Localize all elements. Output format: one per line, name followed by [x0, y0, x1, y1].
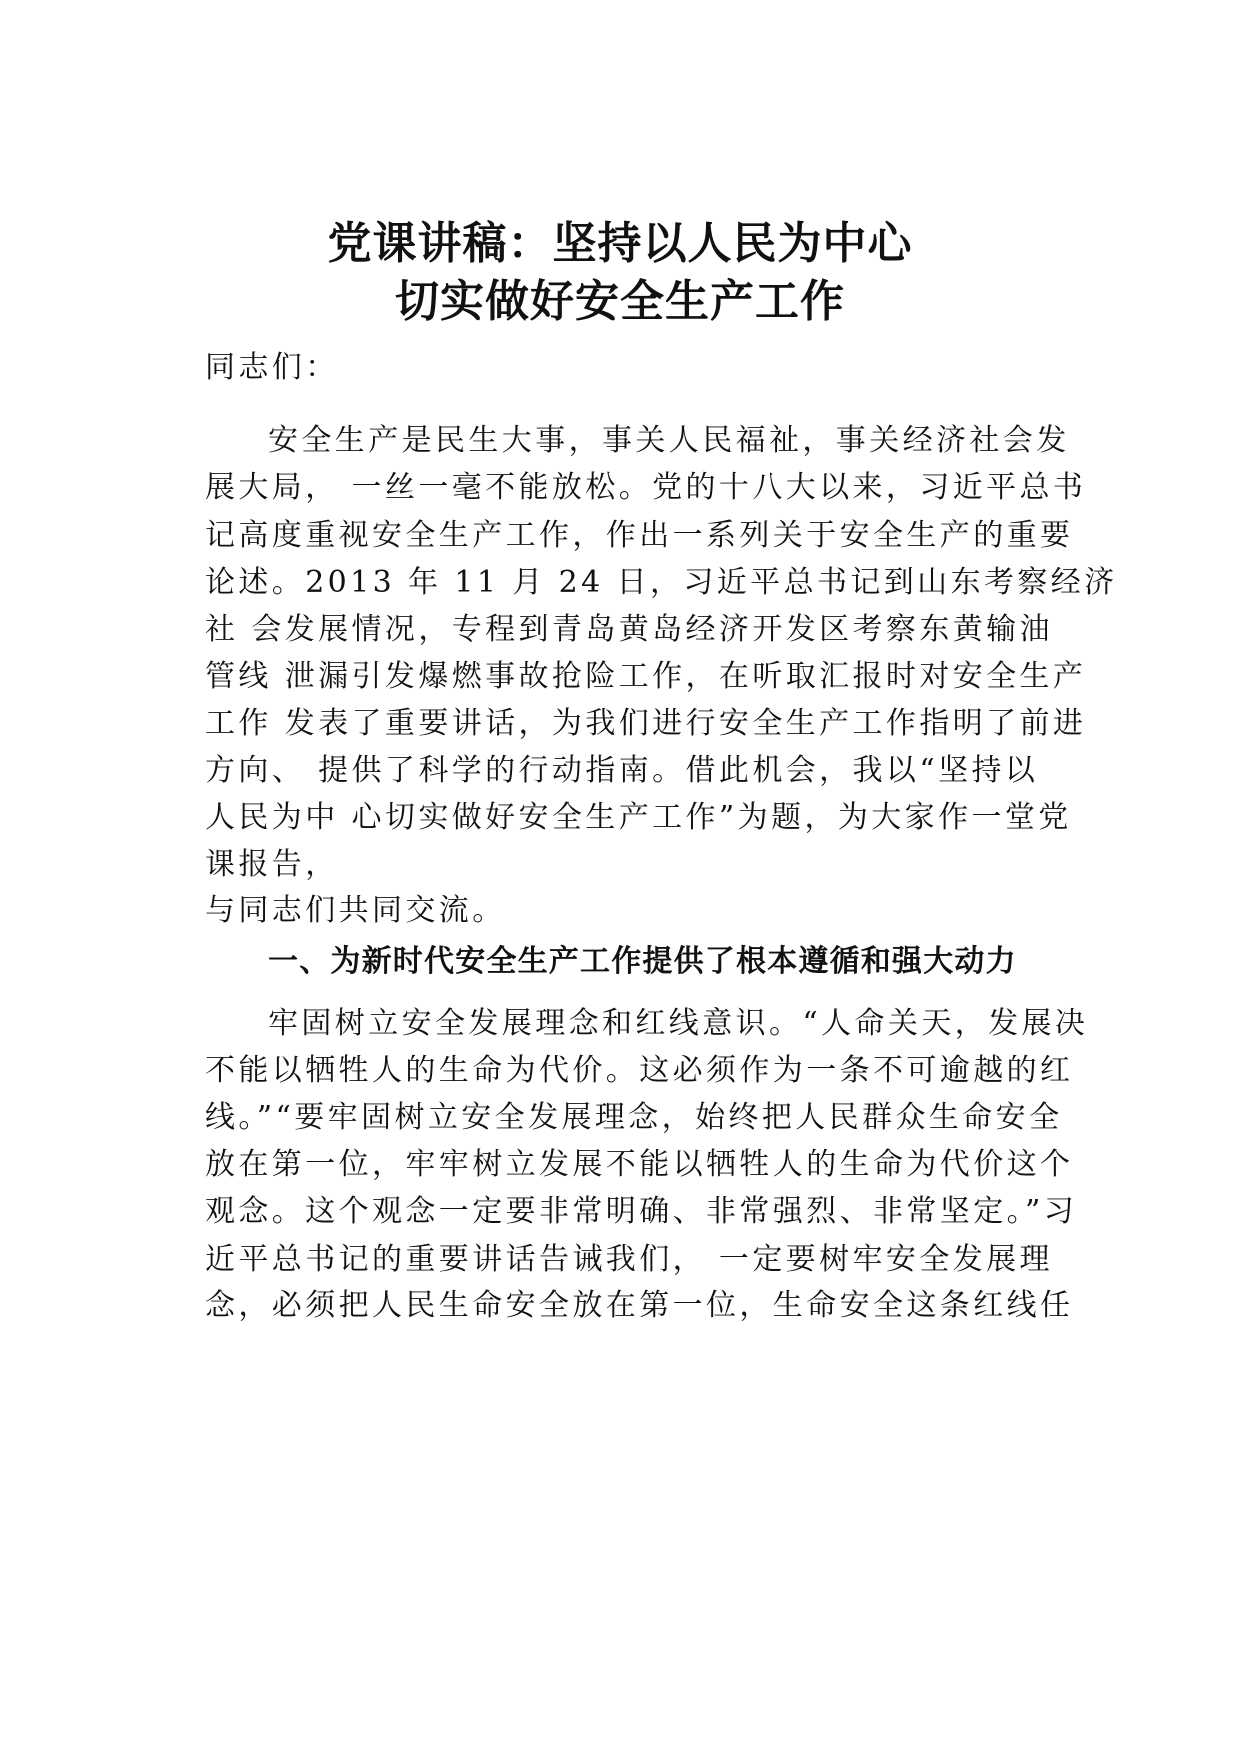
- section-line: 不能以牺牲人的生命为代价。这必须作为一条不可逾越的红: [205, 1053, 1074, 1088]
- section-line: 念，必须把人民生命安全放在第一位，生命安全这条红线任: [205, 1288, 1074, 1323]
- salutation: 同志们：: [205, 350, 339, 385]
- intro-line: 社 会发展情况，专程到青岛黄岛经济开发区考察东黄输油: [205, 612, 1053, 647]
- intro-line: 论述。2013 年 11 月 24 日，习近平总书记到山东考察经济: [205, 565, 1118, 600]
- intro-line: 记高度重视安全生产工作，作出一系列关于安全生产的重要: [205, 518, 1074, 553]
- section-line: 线。”“要牢固树立安全发展理念，始终把人民群众生命安全: [205, 1100, 1063, 1135]
- intro-line: 管线 泄漏引发爆燃事故抢险工作，在听取汇报时对安全生产: [205, 659, 1087, 694]
- intro-line: 展大局， 一丝一毫不能放松。党的十八大以来，习近平总书: [205, 470, 1087, 505]
- section-line: 近平总书记的重要讲话告诫我们， 一定要树牢安全发展理: [205, 1242, 1053, 1277]
- intro-line: 人民为中 心切实做好安全生产工作”为题，为大家作一堂党: [205, 800, 1072, 835]
- title-line-1: 党课讲稿：坚持以人民为中心: [327, 218, 913, 269]
- intro-line: 与同志们共同交流。: [205, 893, 506, 928]
- section-heading: 一、为新时代安全生产工作提供了根本遵循和强大动力: [268, 944, 1017, 979]
- section-line: 观念。这个观念一定要非常明确、非常强烈、非常坚定。”习: [205, 1194, 1078, 1229]
- intro-line: 方向、 提供了科学的行动指南。借此机会，我以“坚持以: [205, 753, 1039, 788]
- title-line-2: 切实做好安全生产工作: [395, 276, 845, 327]
- intro-line: 工作 发表了重要讲话，为我们进行安全生产工作指明了前进: [205, 706, 1087, 741]
- intro-line: 安全生产是民生大事，事关人民福祉，事关经济社会发: [268, 423, 1070, 458]
- section-line: 牢固树立安全发展理念和红线意识。“人命关天，发展决: [268, 1006, 1089, 1041]
- section-line: 放在第一位，牢牢树立发展不能以牺牲人的生命为代价这个: [205, 1147, 1074, 1182]
- intro-line: 课报告，: [205, 847, 339, 882]
